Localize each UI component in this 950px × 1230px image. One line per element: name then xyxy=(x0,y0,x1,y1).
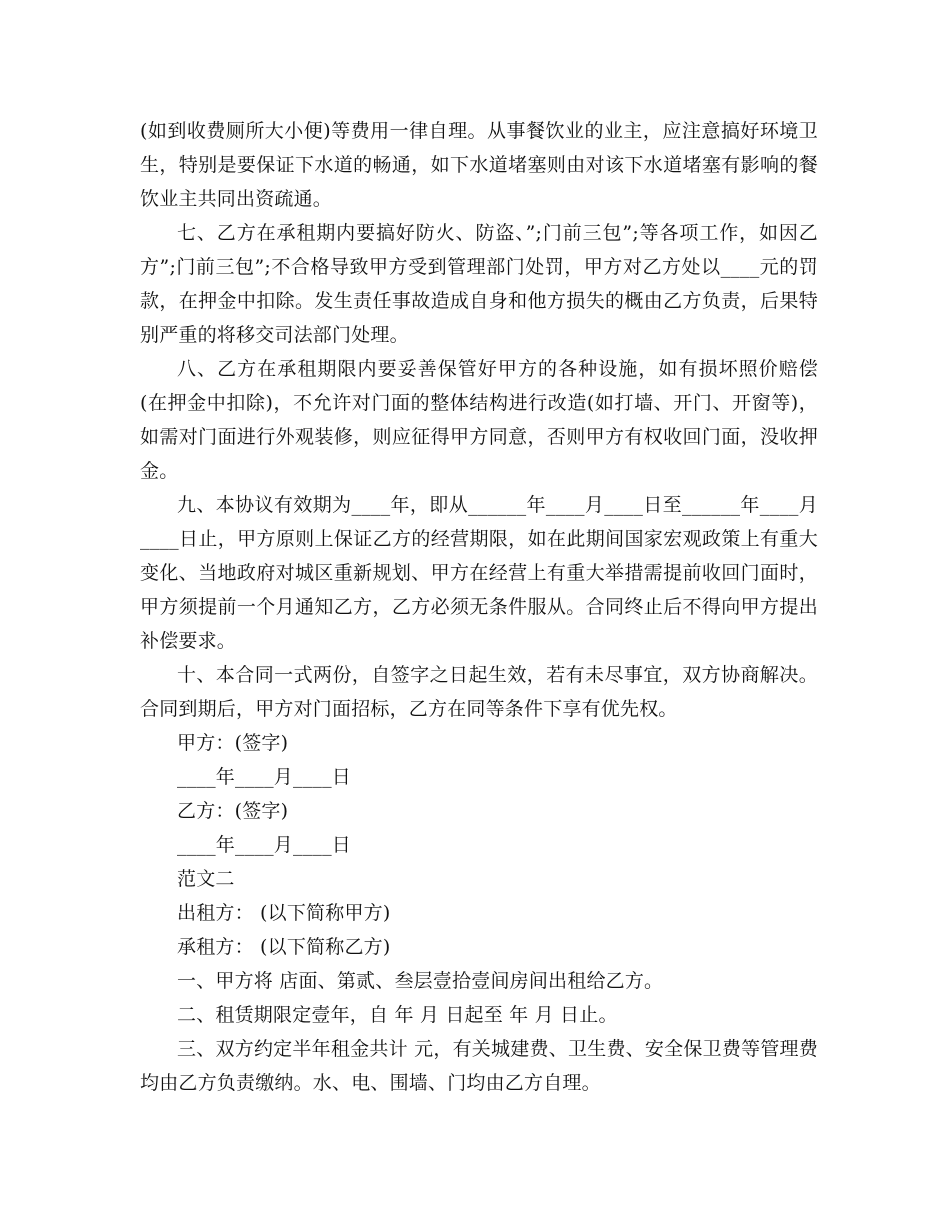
paragraph-clause-8: 八、乙方在承租期限内要妥善保管好甲方的各种设施，如有损坏照价赔偿(在押金中扣除)，不允许对门面的整体结构进行改造(如打墙、开门、开窗等)，如需对门面进行外观装修，则应征得甲方同意，否则甲方有权收回门面，没收押金。 xyxy=(140,358,818,482)
party-a-date: ____年____月____日 xyxy=(177,766,352,788)
clause-two: 二、租赁期限定壹年，自 年 月 日起至 年 月 日止。 xyxy=(177,1004,618,1026)
sample-two-heading: 范文二 xyxy=(177,868,235,890)
clause-three: 三、双方约定半年租金共计 元，有关城建费、卫生费、安全保卫费等管理费均由乙方负责缴纳。水、电、围墙、门均由乙方自理。 xyxy=(140,1038,818,1094)
paragraph-clause-10: 十、本合同一式两份，自签字之日起生效，若有未尽事宜，双方协商解决。合同到期后，甲方对门面招标，乙方在同等条件下享有优先权。 xyxy=(140,664,818,720)
party-b-date: ____年____月____日 xyxy=(177,834,352,856)
paragraph-clause-7: 七、乙方在承租期内要搞好防火、防盗、”;门前三包”;等各项工作，如因乙方”;门前三包”;不合格导致甲方受到管理部门处罚，甲方对乙方处以____元的罚款，在押金中扣除。发生责任事故造成自身和他方损失的概由乙方负责，后果特别严重的将移交司法部门处理。 xyxy=(140,222,818,346)
document-body xyxy=(140,114,818,1100)
lessor-line: 出租方： (以下简称甲方) xyxy=(177,902,391,924)
lessee-line: 承租方： (以下简称乙方) xyxy=(177,936,391,958)
paragraph-clause-9: 九、本协议有效期为____年，即从______年____月____日至______年____月____日止，甲方原则上保证乙方的经营期限，如在此期间国家宏观政策上有重大变化、当地政府对城区重新规划、甲方在经营上有重大举措需提前收回门面时，甲方须提前一个月通知乙方，乙方必须无条件服从。合同终止后不得向甲方提出补偿要求。 xyxy=(140,494,818,652)
clause-one: 一、甲方将 店面、第贰、叁层壹拾壹间房间出租给乙方。 xyxy=(177,970,664,992)
party-a-signature: 甲方：(签字) xyxy=(177,732,289,754)
party-b-signature: 乙方：(签字) xyxy=(177,800,289,822)
paragraph-continuation: (如到收费厕所大小便)等费用一律自理。从事餐饮业的业主，应注意搞好环境卫生，特别是要保证下水道的畅通，如下水道堵塞则由对该下水道堵塞有影响的餐饮业主共同出资疏通。 xyxy=(140,120,818,210)
